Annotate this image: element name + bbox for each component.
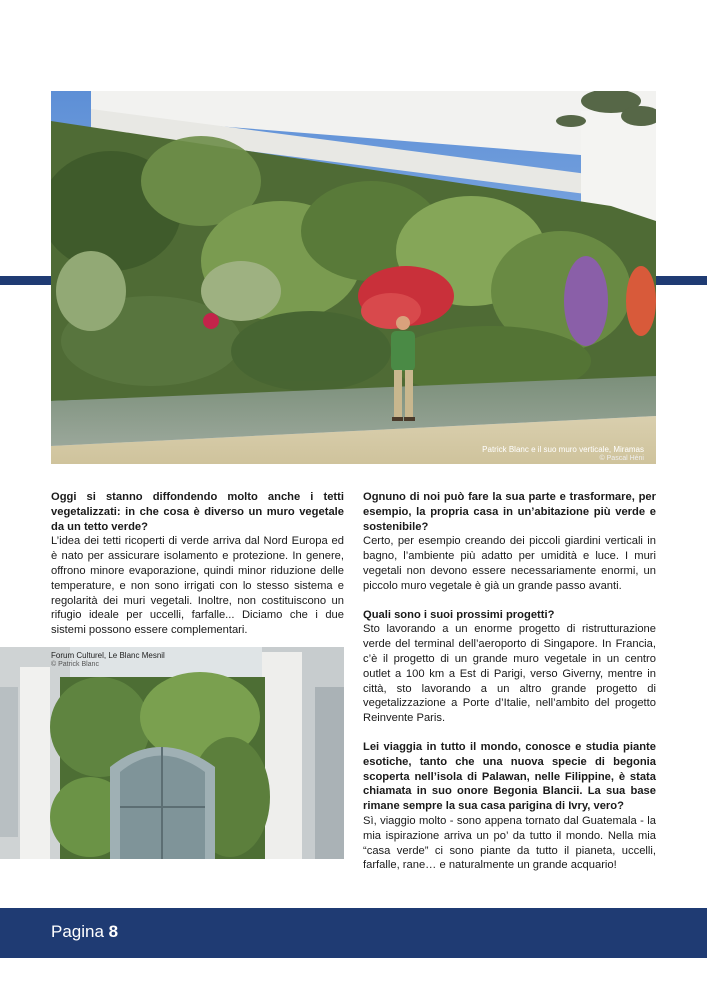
- paragraph-gap: [363, 594, 656, 608]
- forum-caption-text: Forum Culturel, Le Blanc Mesnil: [51, 651, 165, 660]
- left-column: [51, 490, 344, 638]
- footer-bar: [0, 908, 707, 958]
- accent-bar-left: [0, 276, 51, 285]
- page-number-value: 8: [108, 922, 119, 941]
- forum-credit: © Patrick Blanc: [51, 661, 99, 668]
- question-green-roofs: Oggi si stanno diffondendo molto anche i tetti vegetalizzati: in che cosa è diverso un muro vegetale da un tetto verde?: [51, 491, 344, 533]
- hero-caption: [482, 445, 644, 463]
- question-travel: Lei viaggia in tutto il mondo, conosce e studia piante esotiche, tanto che una nuova specie di begonia scoperta nell’isola di Palawan, nelle Filippine, è stata chiamata in suo onore Begonia Blancii. La sua base rimane sempre la sua casa parigina di Ivry, vero?: [363, 740, 656, 813]
- paragraph-gap: [363, 726, 656, 740]
- forum-caption: [51, 651, 165, 669]
- answer-projects: Sto lavorando a un enorme progetto di ristrutturazione verde del terminal dell’aeroporto di Singapore. In Francia, c’è il progetto di un grande muro vegetale in un centro outlet a 100 km a Est di Parigi, verso Giverny, mentre in città, sto lavorando a un altro grande progetto di vegetalizzazione a Porte d’Italie, nell’ambito del progetto Reinvente Paris.: [363, 623, 656, 725]
- page-number: [51, 922, 118, 942]
- answer-travel: Sì, viaggio molto - sono appena tornato dal Guatemala - la mia ispirazione arriva un po’ da tutto il mondo. Nella mia “casa verde” ci sono piante da tutto il pianeta, uccelli, farfalle, rane… e naturalmente un grande acquario!: [363, 814, 656, 872]
- answer-green-roofs: L’idea dei tetti ricoperti di verde arriva dal Nord Europa ed è nato per assicurare isolamento e protezione. In genere, offrono minore evaporazione, quindi minor riduzione delle temperature, e non sono irrigati con lo stesso sistema e regolarità dei muri vegetali. Inoltre, non costituiscono un rifugio ideale per uccelli, farfalle... Diciamo che i due sistemi possono essere complementari.: [51, 535, 344, 637]
- hero-caption-text: Patrick Blanc e il suo muro verticale, Miramas: [482, 445, 644, 454]
- forum-photo: [0, 647, 344, 859]
- hero-credit: © Pascal Héni: [599, 455, 644, 462]
- answer-home: Certo, per esempio creando dei piccoli giardini verticali in bagno, l’ambiente più adatto per umidità e luce. I muri vegetali non devono essere necessariamente enormi, un piccolo muro vegetale è già un grande passo avanti.: [363, 535, 656, 592]
- question-projects: Quali sono i suoi prossimi progetti?: [363, 608, 555, 621]
- question-home: Ognuno di noi può fare la sua parte e trasformare, per esempio, la propria casa in un’abitazione più verde e sostenibile?: [363, 491, 656, 533]
- forum-illustration: [0, 647, 344, 859]
- hero-illustration: [51, 91, 656, 464]
- accent-bar-right: [656, 276, 707, 285]
- hero-photo: [51, 91, 656, 464]
- right-column: [363, 490, 656, 873]
- page-label-text: Pagina: [51, 922, 104, 941]
